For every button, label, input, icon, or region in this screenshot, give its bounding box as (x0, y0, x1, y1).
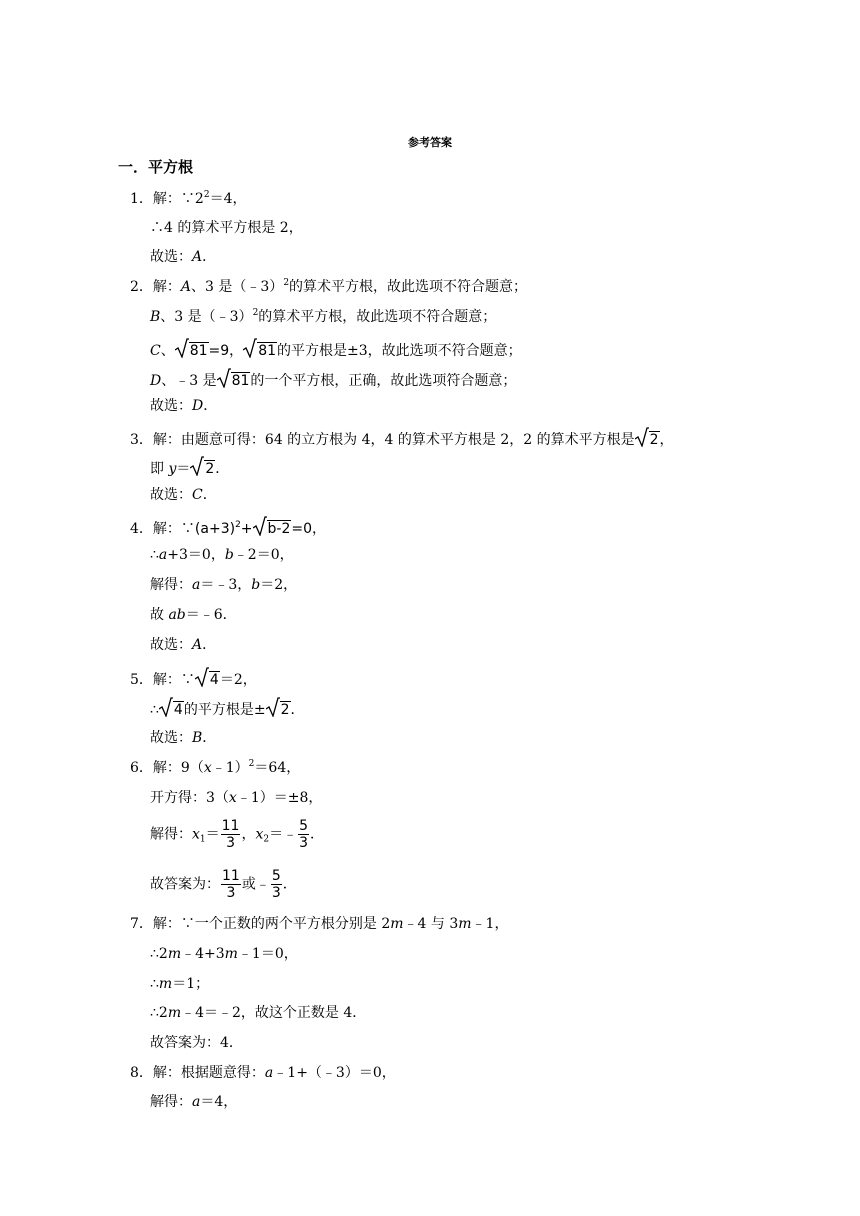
numerator: 11 (221, 818, 240, 834)
answer-4-line-3 (150, 576, 297, 594)
text: 的一个平方根，正确，故此选项符合题意； (250, 373, 517, 389)
numerator: 5 (299, 818, 309, 834)
text: 、﹣3 是 (161, 373, 217, 389)
variable: b (224, 547, 234, 563)
text: 故选： (150, 730, 192, 746)
answer-3-line-3 (150, 486, 217, 504)
square-root-icon (243, 338, 257, 363)
text: ， (659, 432, 674, 448)
text: ＝2， (260, 577, 298, 593)
variable: A (180, 279, 192, 295)
answer-number: 5． (130, 672, 153, 688)
text: ∴4 的算术平方根是 2， (150, 220, 303, 236)
text: 故选： (150, 398, 192, 414)
superscript: 2 (252, 308, 259, 318)
answer-8-line-1 (130, 1064, 396, 1082)
answer-3-line-1 (130, 427, 674, 452)
square-root-icon (190, 456, 204, 481)
answer-6-line-3 (150, 818, 324, 851)
text: 解：根据题意得： (152, 1065, 265, 1081)
text: 的算术平方根，故此选项不符合题意； (289, 279, 528, 295)
text: ﹣1， (471, 916, 509, 932)
text: ． (310, 826, 325, 843)
text: 、 (160, 343, 175, 359)
answer-3-line-2 (150, 456, 229, 481)
answer-7-line-1 (130, 915, 508, 933)
text: ． (215, 461, 230, 477)
text: ． (203, 398, 218, 414)
text: + (240, 521, 253, 537)
fraction (221, 818, 241, 851)
variable: a (264, 1065, 274, 1081)
square-root-icon (635, 427, 649, 452)
variable: m (390, 916, 404, 932)
variable: x (192, 826, 200, 843)
subscript: 2 (263, 834, 270, 845)
text: 故选： (150, 637, 192, 653)
answer-4-line-1 (130, 516, 326, 541)
text: 、3 是（﹣3） (191, 279, 284, 295)
text: ＝2， (219, 672, 257, 688)
square-root-icon (195, 667, 209, 692)
radicand: 2 (205, 461, 215, 477)
answer-7-line-5 (150, 1034, 243, 1052)
text: ＝ (176, 461, 191, 477)
answer-4-line-2 (150, 546, 294, 564)
variable: A (192, 637, 203, 653)
answer-4-line-5 (150, 636, 216, 654)
answer-1-line-1 (130, 190, 247, 208)
superscript: 2 (235, 520, 241, 530)
text: 开方得：3（ (150, 790, 229, 806)
text: ． (202, 637, 217, 653)
fraction (221, 868, 241, 901)
variable: x (255, 826, 264, 843)
text: ． (202, 730, 217, 746)
text: 解：由题意可得：64 的立方根为 4，4 的算术平方根是 2，2 的算术平方根是 (152, 432, 635, 448)
denominator: 3 (271, 885, 281, 901)
answer-number: 1． (130, 191, 153, 207)
answer-number: 6． (130, 760, 153, 776)
text: ＝ (205, 826, 220, 843)
superscript: 2 (283, 278, 290, 288)
text: 故答案为：4． (150, 1035, 243, 1051)
answer-number: 8． (130, 1065, 153, 1081)
text: ∴2 (150, 1005, 168, 1021)
answer-2-line-1 (130, 278, 527, 296)
variable: m (167, 1005, 182, 1021)
answer-7-line-4 (150, 1004, 366, 1022)
answer-5-line-1 (130, 667, 257, 692)
variable: C (150, 343, 161, 359)
text: ． (290, 702, 305, 718)
text: 解得： (150, 1094, 192, 1110)
square-root-icon (266, 697, 280, 722)
answer-5-line-3 (150, 729, 216, 747)
subscript: 1 (199, 834, 206, 845)
variable: a (192, 577, 201, 593)
text: 解得： (150, 826, 192, 843)
denominator: 3 (226, 885, 236, 901)
text: ﹣2＝0， (233, 547, 294, 563)
radicand: 4 (209, 672, 219, 688)
text: 解：∵2 (152, 191, 204, 207)
text: ﹣4＝﹣2，故这个正数是 4． (181, 1005, 367, 1021)
fraction (298, 818, 309, 851)
text: 的算术平方根，故此选项不符合题意； (258, 309, 497, 325)
text: ， (312, 521, 327, 537)
variable: D (150, 373, 162, 389)
text: ． (282, 876, 297, 893)
variable: B (150, 309, 161, 325)
text: ＝4， (209, 191, 247, 207)
variable: B (192, 730, 203, 746)
text: ∴2 (150, 946, 168, 962)
text: =9， (208, 343, 244, 359)
answer-number: 7． (130, 916, 153, 932)
text: ﹣1+（﹣3）＝0， (273, 1065, 396, 1081)
text: 的平方根是±3，故此选项不符合题意； (277, 343, 522, 359)
answer-8-line-2 (150, 1093, 237, 1111)
text: ﹣1） (211, 760, 249, 776)
variable: A (192, 249, 203, 265)
text: 故答案为： (150, 876, 220, 893)
text: ＝﹣ (269, 826, 298, 843)
answer-2-line-5 (150, 397, 217, 415)
expression: (a+3) (194, 521, 236, 537)
text: 、3 是（﹣3） (160, 309, 253, 325)
answer-number: 2． (130, 279, 153, 295)
answer-2-line-2 (150, 308, 496, 326)
denominator: 3 (299, 835, 309, 851)
text: ＝64， (254, 760, 301, 776)
text: 即 (150, 461, 169, 477)
answer-2-line-3 (150, 338, 522, 363)
answer-7-line-3 (150, 975, 209, 993)
answer-number: 4． (130, 521, 153, 537)
variable: m (458, 916, 472, 932)
variable: a (192, 1094, 201, 1110)
variable: a (158, 547, 168, 563)
text: +3＝0， (167, 547, 225, 563)
answer-4-line-4 (150, 606, 237, 624)
radicand: 4 (173, 702, 183, 718)
text: ＝﹣3， (200, 577, 252, 593)
text: ， (241, 826, 256, 843)
radicand: 81 (189, 343, 208, 359)
numerator: 5 (271, 868, 281, 884)
radicand: 2 (280, 702, 290, 718)
text: ． (202, 487, 217, 503)
text: 解： (152, 279, 181, 295)
text: 故 (150, 607, 169, 623)
answer-6-line-1 (130, 759, 300, 777)
variable: y (168, 461, 177, 477)
variable: m (167, 946, 182, 962)
variable: x (203, 760, 212, 776)
answer-number: 3． (130, 432, 153, 448)
text: ∴ (150, 547, 159, 563)
answer-6-line-4 (150, 868, 297, 901)
variable: D (192, 398, 204, 414)
text: ． (202, 249, 217, 265)
variable: b (251, 577, 261, 593)
answer-5-line-2 (150, 697, 305, 722)
answer-6-line-2 (150, 789, 322, 807)
text: 解：∵ (152, 672, 195, 688)
square-root-icon (253, 516, 267, 541)
text: ﹣1＝0， (237, 946, 298, 962)
square-root-icon (217, 368, 231, 393)
radicand: 81 (258, 343, 277, 359)
text: 解：∵ (152, 521, 195, 537)
text: ﹣1）＝±8， (236, 790, 323, 806)
variable: m (158, 976, 173, 992)
text: ﹣4 与 3 (403, 916, 459, 932)
fraction (271, 868, 282, 901)
text: 故选： (150, 249, 192, 265)
text: 解：9（ (152, 760, 204, 776)
text: ＝1； (172, 976, 210, 992)
answer-7-line-2 (150, 945, 298, 963)
radicand: 81 (231, 373, 250, 389)
radicand: b-2 (267, 521, 291, 537)
answer-2-line-4 (150, 368, 516, 393)
text: =0 (291, 521, 313, 537)
numerator: 11 (222, 868, 240, 884)
text: ＝4， (200, 1094, 238, 1110)
text: 解得： (150, 577, 192, 593)
variable: C (192, 487, 203, 503)
text: 解：∵一个正数的两个平方根分别是 2 (152, 916, 391, 932)
text: 或﹣ (241, 876, 270, 893)
variable: x (228, 790, 237, 806)
superscript: 2 (203, 190, 210, 200)
section-heading: 一．平方根 (118, 158, 194, 176)
text: ＝﹣6． (185, 607, 237, 623)
text: ∴ (150, 976, 159, 992)
variable: ab (168, 607, 186, 623)
superscript: 2 (248, 759, 255, 769)
text: ﹣4+3 (181, 946, 225, 962)
answer-1-line-2 (150, 219, 303, 237)
square-root-icon (175, 338, 189, 363)
radicand: 2 (649, 432, 659, 448)
page-title: 参考答案 (408, 136, 452, 149)
square-root-icon (159, 697, 173, 722)
text: 故选： (150, 487, 192, 503)
denominator: 3 (226, 835, 236, 851)
text: 的平方根是± (183, 702, 266, 718)
text: ∴ (150, 702, 159, 718)
variable: m (224, 946, 238, 962)
answer-1-line-3 (150, 248, 216, 266)
